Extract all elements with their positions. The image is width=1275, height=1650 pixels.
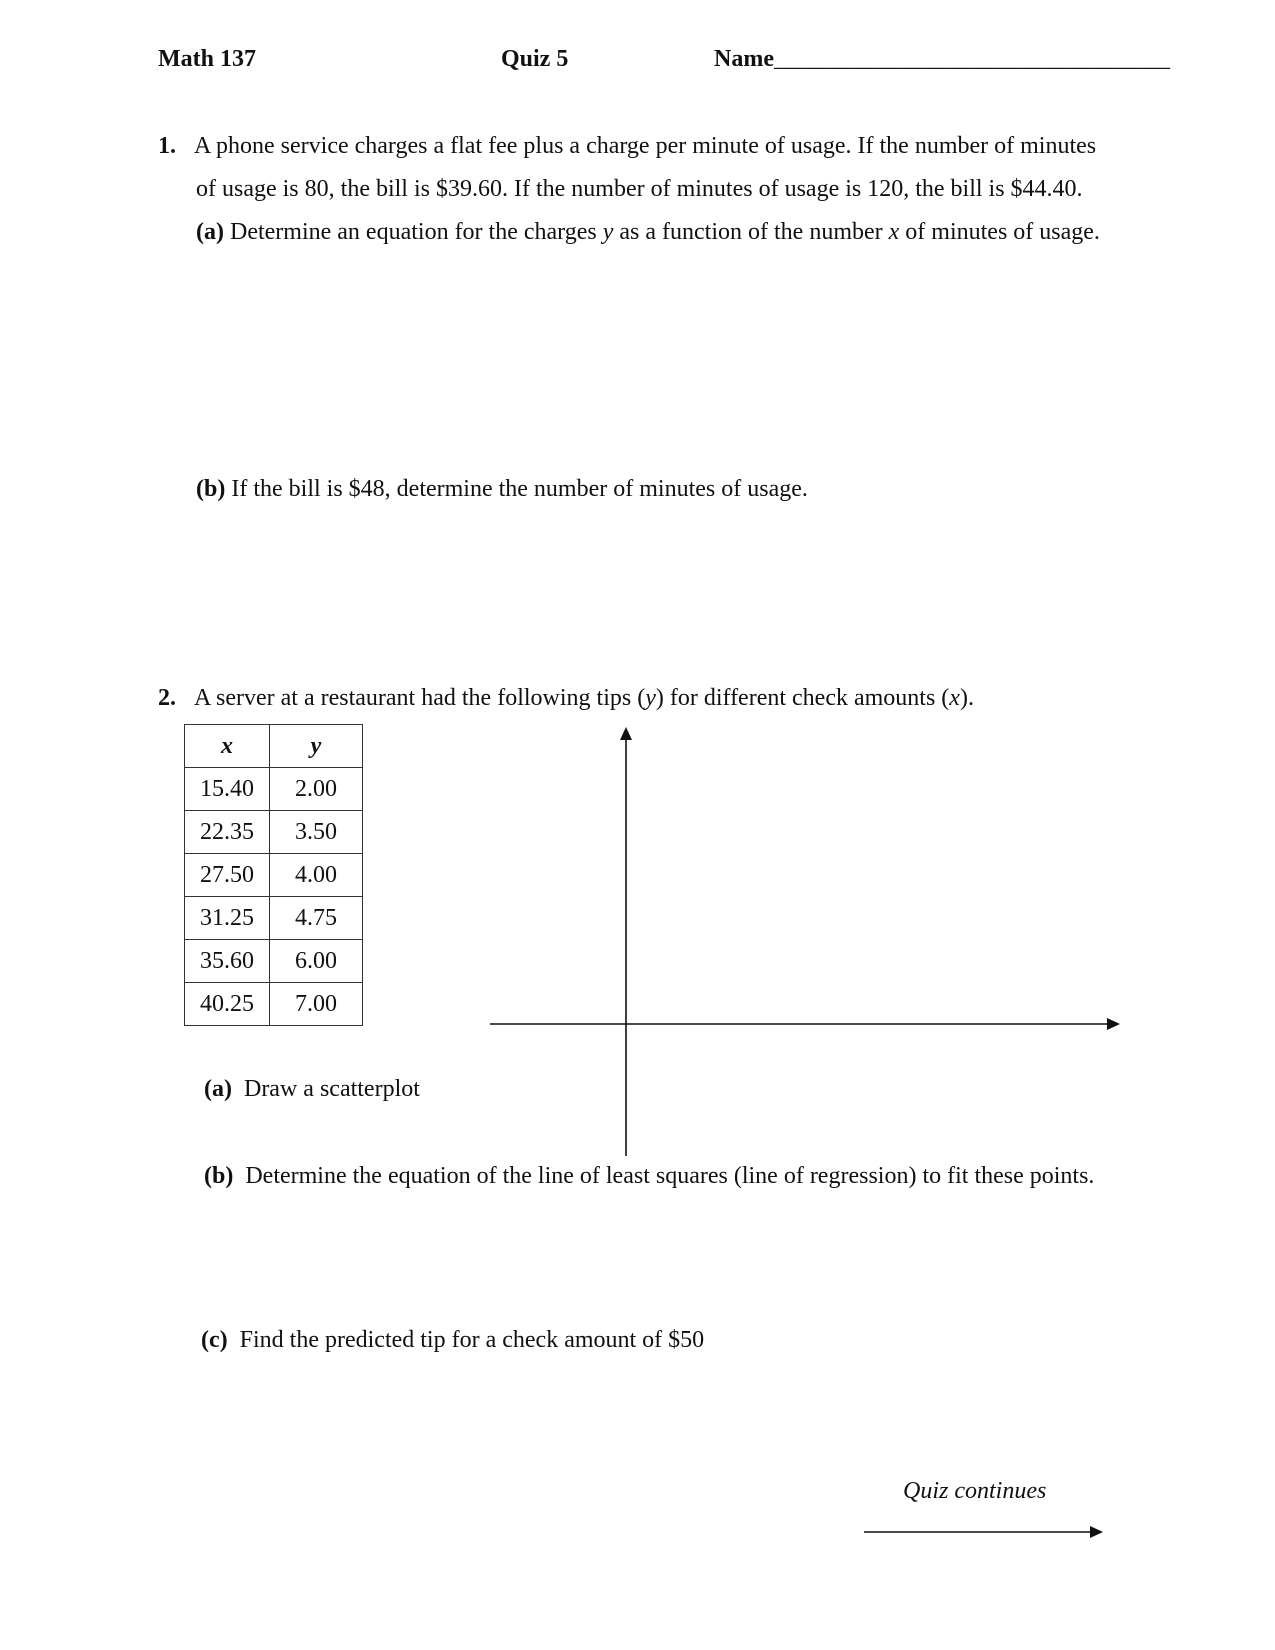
y-axis-arrowhead	[620, 727, 632, 740]
continues-arrowhead	[1090, 1526, 1103, 1538]
table-cell-y: 7.00	[270, 983, 363, 1026]
table-cell-y: 2.00	[270, 768, 363, 811]
question-2b-label: (b)	[204, 1163, 234, 1189]
question-1a-label: (a)	[196, 219, 224, 245]
question-2-intro: A server at a restaurant had the following tips (y) for different check amounts (x).	[194, 685, 974, 711]
x-axis-arrowhead	[1107, 1018, 1120, 1030]
question-1b-label: (b)	[196, 476, 226, 502]
table-cell-x: 35.60	[185, 940, 270, 983]
course-title: Math 137	[158, 46, 256, 72]
table-header-x: x	[185, 725, 270, 768]
table-cell-x: 22.35	[185, 811, 270, 854]
name-label: Name	[714, 46, 774, 72]
name-line: _________________________________	[773, 46, 1170, 72]
table-header-y: y	[270, 725, 363, 768]
table-cell-y: 4.75	[270, 897, 363, 940]
table-cell-y: 4.00	[270, 854, 363, 897]
question-1-line-2: of usage is 80, the bill is $39.60. If the number of minutes of usage is 120, the bill is $44.40.	[196, 176, 1083, 202]
quiz-title: Quiz 5	[501, 46, 569, 72]
question-2c-label: (c)	[201, 1327, 228, 1353]
table-cell-y: 6.00	[270, 940, 363, 983]
question-1b: (b) If the bill is $48, determine the number of minutes of usage.	[196, 476, 808, 502]
quiz-continues-note: Quiz continues	[903, 1478, 1047, 1504]
question-2b: (b) Determine the equation of the line of least squares (line of regression) to fit these points.	[204, 1163, 1095, 1189]
table-cell-x: 31.25	[185, 897, 270, 940]
table-cell-x: 27.50	[185, 854, 270, 897]
question-1a: (a) Determine an equation for the charges y as a function of the number x of minutes of usage.	[196, 219, 1100, 245]
table-cell-x: 15.40	[185, 768, 270, 811]
question-2a: (a) Draw a scatterplot	[204, 1076, 420, 1102]
question-2a-label: (a)	[204, 1076, 232, 1102]
question-1-number: 1.	[158, 133, 176, 159]
table-cell-y: 3.50	[270, 811, 363, 854]
table-cell-x: 40.25	[185, 983, 270, 1026]
question-2-number: 2.	[158, 685, 176, 711]
question-1-line-1: A phone service charges a flat fee plus a charge per minute of usage. If the number of minutes	[194, 133, 1097, 159]
question-2c: (c) Find the predicted tip for a check amount of $50	[201, 1327, 705, 1353]
